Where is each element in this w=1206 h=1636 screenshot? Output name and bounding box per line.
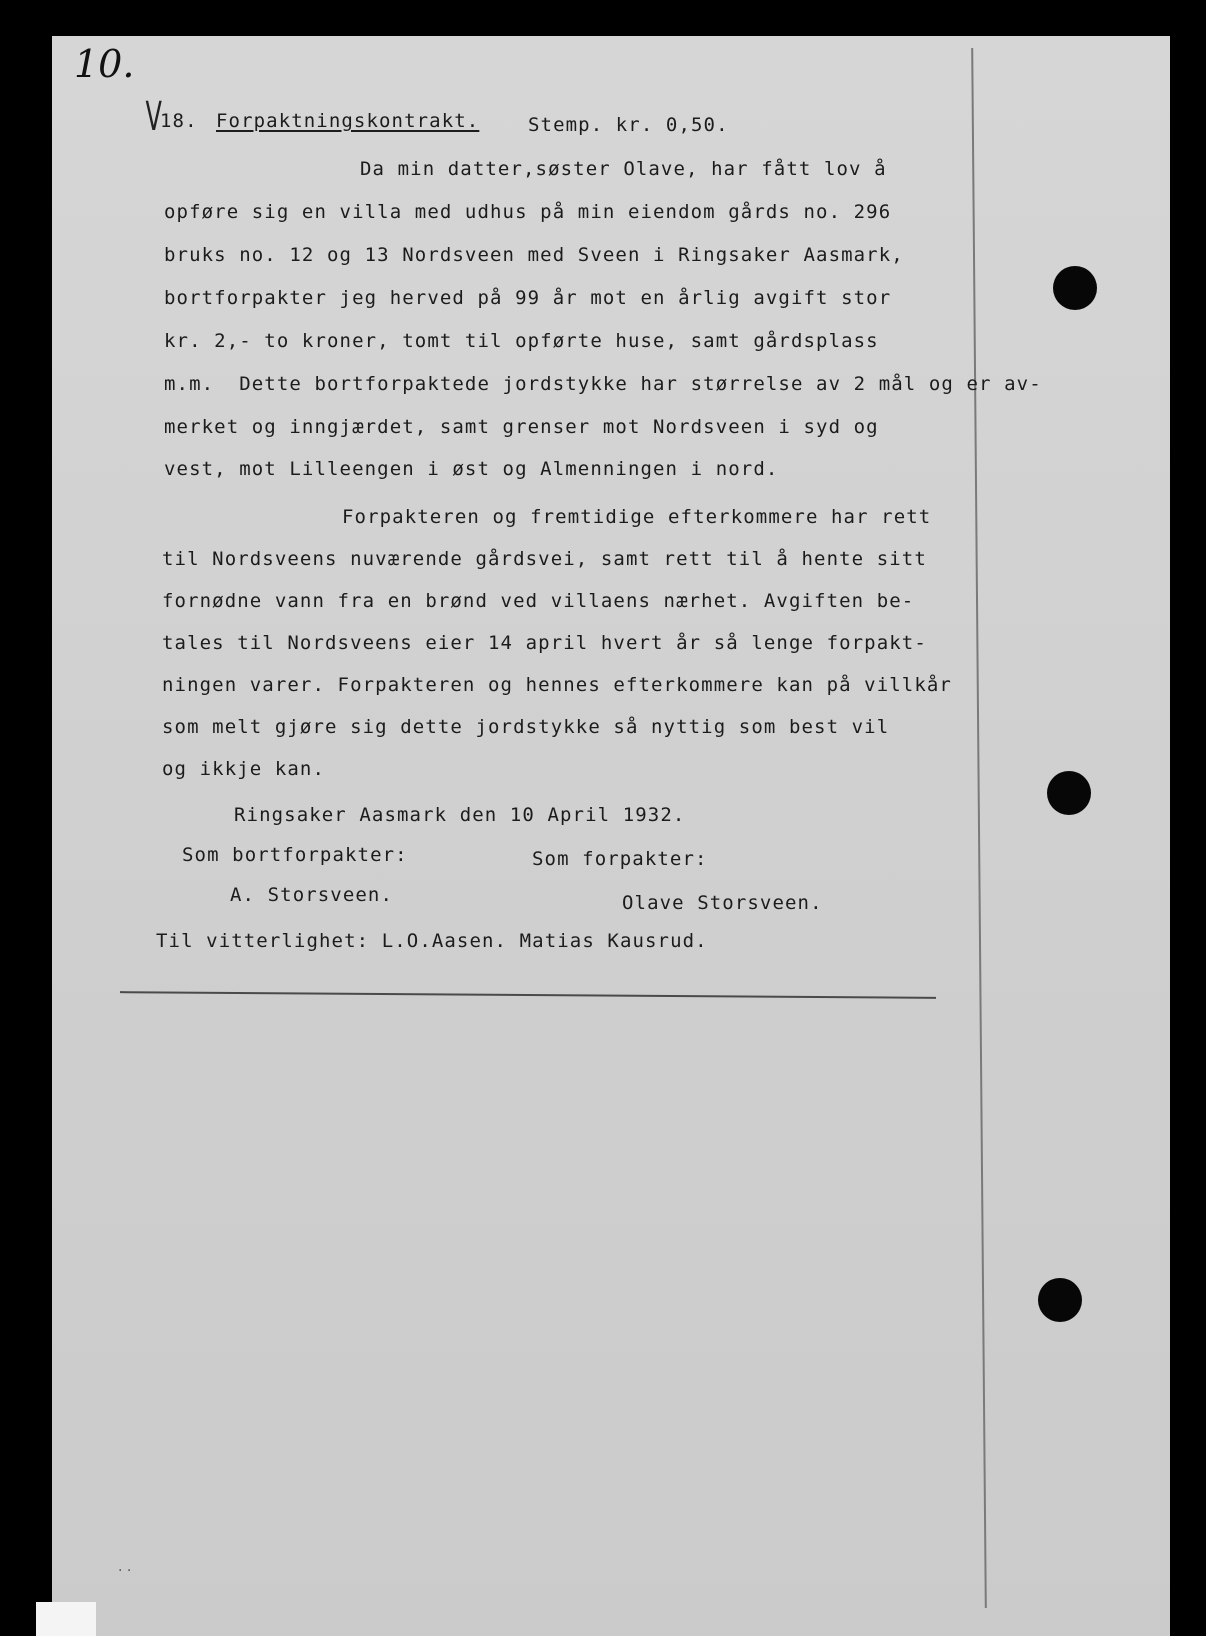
lessee-name: Olave Storsveen. <box>622 892 823 914</box>
page-number: 10. <box>74 42 135 86</box>
stamp-fee: Stemp. kr. 0,50. <box>528 114 729 136</box>
body-line: Forpakteren og fremtidige efterkommere har rett <box>342 506 932 528</box>
corner-tab <box>36 1602 96 1636</box>
body-line: ningen varer. Forpakteren og hennes efterkommere kan på villkår <box>162 674 952 696</box>
body-line: opføre sig en villa med udhus på min eiendom gårds no. 296 <box>164 201 892 223</box>
document-title: Forpaktningskontrakt. <box>216 110 480 132</box>
body-line: og ikkje kan. <box>162 758 326 780</box>
document-page <box>52 36 1170 1636</box>
body-line: bortforpakter jeg herved på 99 år mot en årlig avgift stor <box>164 287 892 309</box>
witness-line: Til vitterlighet: L.O.Aasen. Matias Kausrud. <box>156 930 708 952</box>
check-mark: V <box>145 94 162 140</box>
body-line: Da min datter,søster Olave, har fått lov å <box>360 158 887 180</box>
body-line: bruks no. 12 og 13 Nordsveen med Sveen i Ringsaker Aasmark, <box>164 244 904 266</box>
paper-specks: · · <box>118 1563 132 1579</box>
body-line: fornødne vann fra en brønd ved villaens nærhet. Avgiften be- <box>162 590 915 612</box>
lessee-label: Som forpakter: <box>532 848 708 870</box>
lessor-name: A. Storsveen. <box>230 884 394 906</box>
lessor-label: Som bortforpakter: <box>182 844 408 866</box>
document-text <box>52 36 1170 1636</box>
body-line: vest, mot Lilleengen i øst og Almenningen i nord. <box>164 458 779 480</box>
body-line: kr. 2,- to kroner, tomt til opførte huse, samt gårdsplass <box>164 330 879 352</box>
body-line: tales til Nordsveens eier 14 april hvert år så lenge forpakt- <box>162 632 927 654</box>
body-line: merket og inngjærdet, samt grenser mot Nordsveen i syd og <box>164 416 879 438</box>
body-line: m.m. Dette bortforpaktede jordstykke har størrelse av 2 mål og er av- <box>164 373 1042 395</box>
place-date: Ringsaker Aasmark den 10 April 1932. <box>234 804 686 826</box>
entry-number: 18. <box>160 110 198 132</box>
body-line: som melt gjøre sig dette jordstykke så nyttig som best vil <box>162 716 890 738</box>
body-line: til Nordsveens nuværende gårdsvei, samt rett til å hente sitt <box>162 548 927 570</box>
